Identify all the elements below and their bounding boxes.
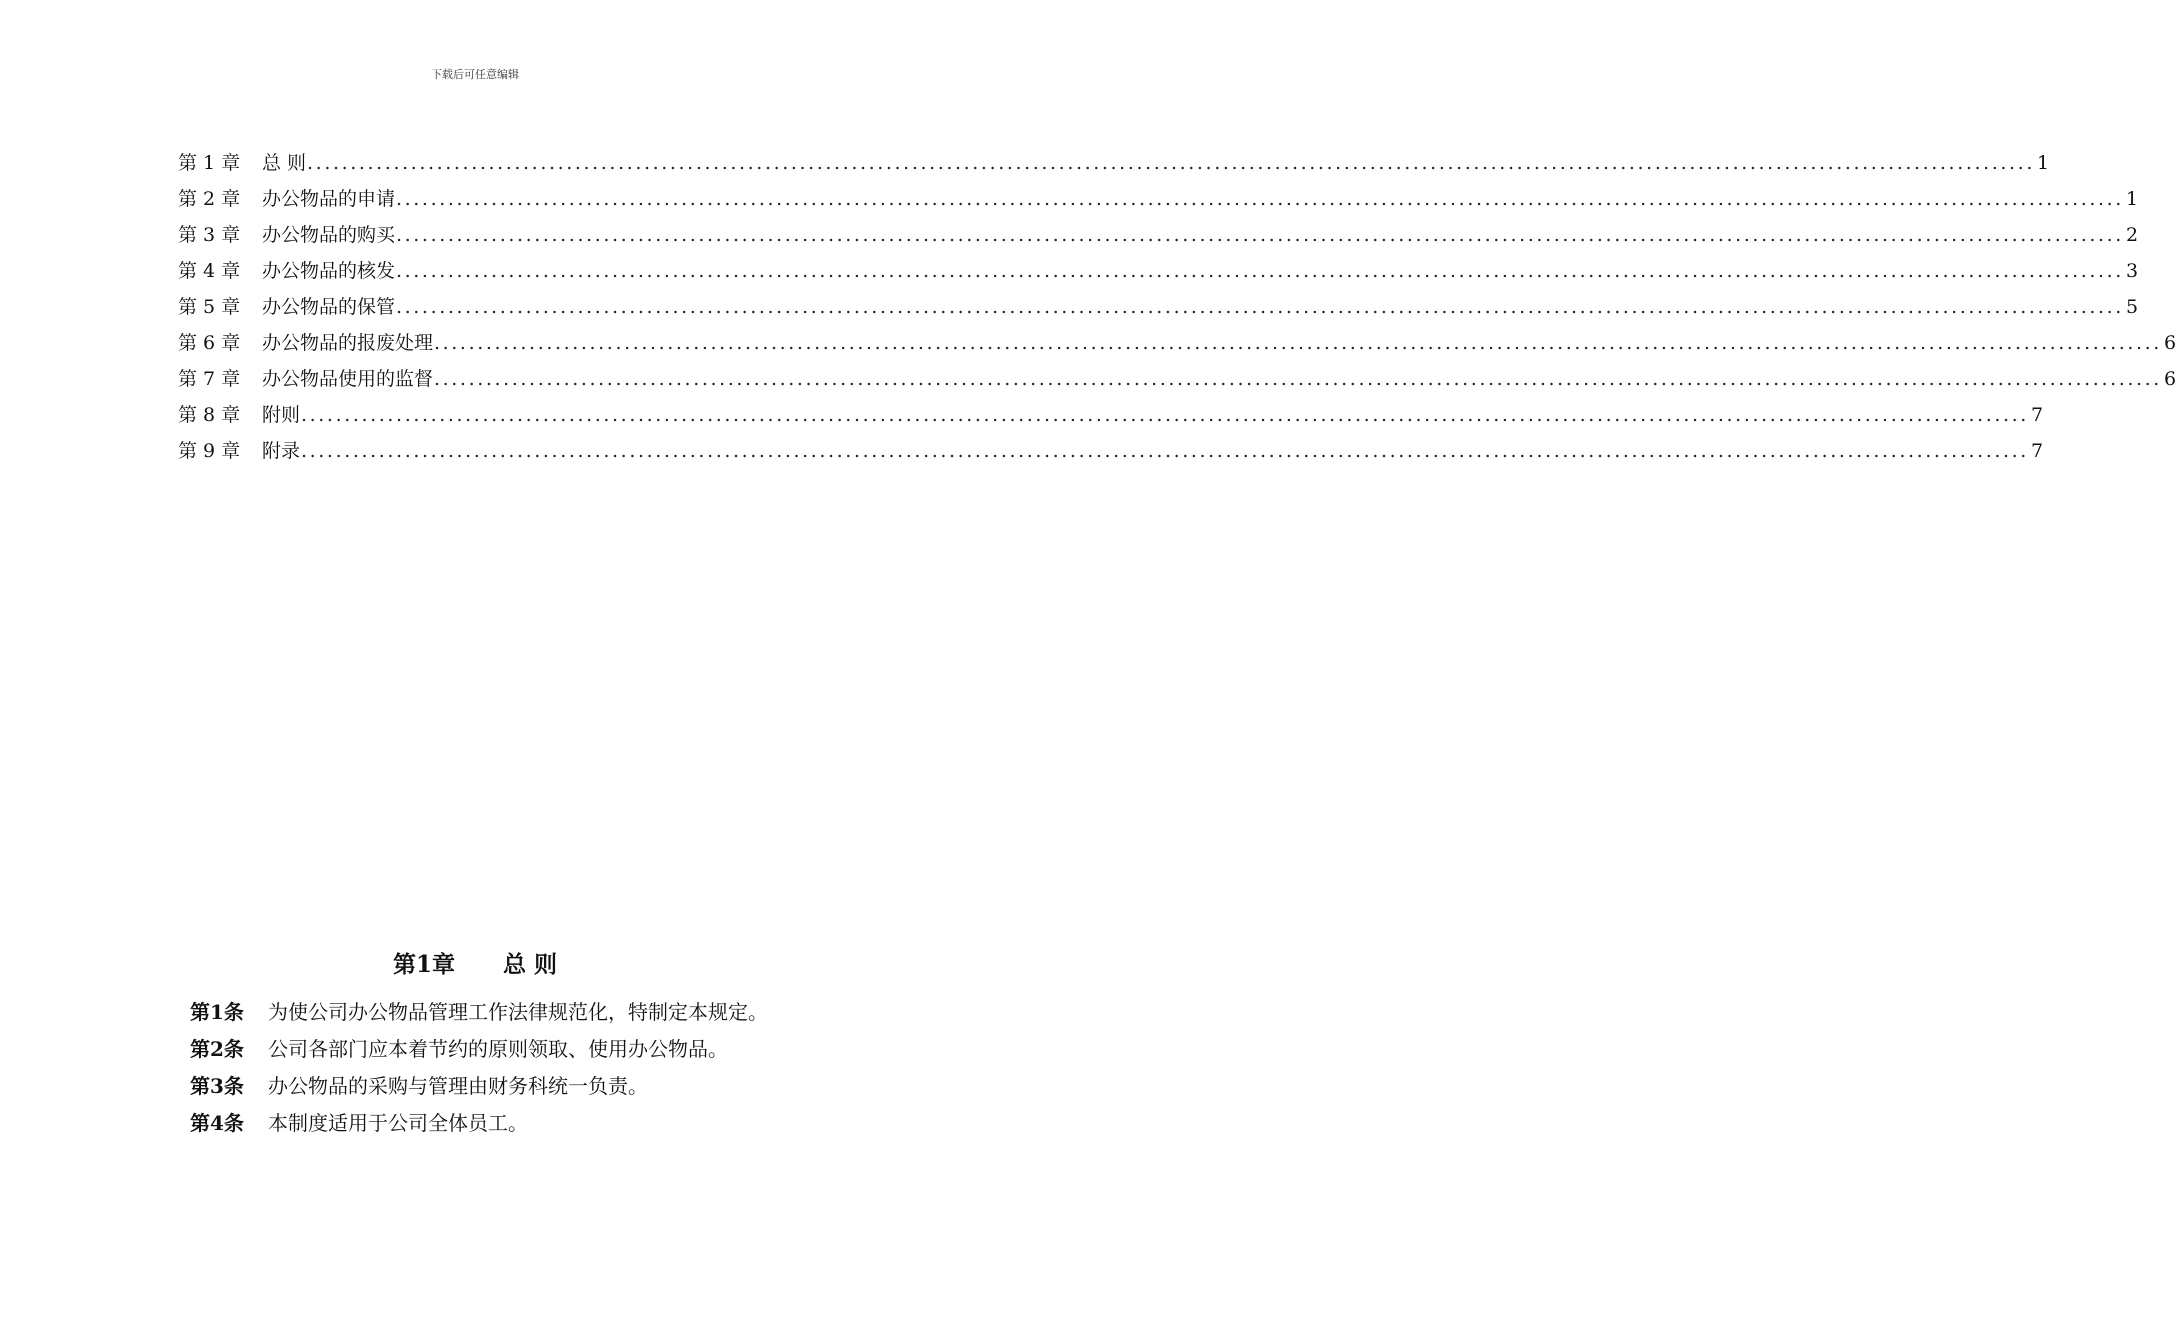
toc-chapter-number: 第 1 章 [178,152,241,174]
toc-entry[interactable] [178,436,2044,472]
toc-page-number: 3 [2125,260,2139,282]
article-number: 第4条 [190,1111,244,1135]
toc-chapter-number: 第 6 章 [178,332,241,354]
toc-chapter-title: 办公物品的保管 [262,296,396,318]
article-text: 办公物品的采购与管理由财务科统一负责。 [268,1074,648,1098]
toc-dot-leader: ........................................................................................................................................................................................................ [301,404,2029,426]
toc-entry[interactable] [178,364,2176,400]
article-number: 第3条 [190,1074,244,1098]
toc-chapter-number: 第 9 章 [178,440,241,462]
toc-chapter-title: 办公物品的报废处理 [262,332,434,354]
toc-dot-leader: ........................................................................................................................................................................................................ [307,152,2035,174]
chapter-heading: 第1章 总 则 [392,951,558,978]
article-item [190,1033,890,1070]
toc-chapter-number: 第 3 章 [178,224,241,246]
page-header-note: 下载后可任意编辑 [431,68,519,81]
article-item [190,1070,890,1107]
toc-chapter-title: 办公物品的购买 [262,224,396,246]
toc-dot-leader: ........................................................................................................................................................................................................ [396,224,2124,246]
toc-chapter-title: 总 则 [262,152,307,174]
toc-page-number: 1 [2125,188,2139,210]
toc-entry[interactable] [178,328,2176,364]
toc-dot-leader: ........................................................................................................................................................................................................ [301,440,2029,462]
toc-chapter-number: 第 5 章 [178,296,241,318]
toc-entry[interactable] [178,220,2139,256]
toc-page-number: 2 [2125,224,2139,246]
toc-chapter-title: 附录 [262,440,301,462]
toc-page-number: 7 [2030,404,2044,426]
toc-page-number: 5 [2125,296,2139,318]
article-item [190,1107,890,1144]
toc-page-number: 7 [2030,440,2044,462]
toc-entry[interactable] [178,400,2044,436]
toc-entry[interactable] [178,256,2139,292]
article-text: 公司各部门应本着节约的原则领取、使用办公物品。 [268,1037,728,1061]
toc-entry[interactable] [178,148,2050,184]
toc-chapter-number: 第 4 章 [178,260,241,282]
article-item [190,996,890,1033]
article-text: 为使公司办公物品管理工作法律规范化，特制定本规定。 [268,1000,768,1024]
toc-chapter-number: 第 7 章 [178,368,241,390]
toc-chapter-number: 第 8 章 [178,404,241,426]
toc-chapter-title: 附则 [262,404,301,426]
toc-dot-leader: ........................................................................................................................................................................................................ [396,188,2124,210]
toc-page-number: 6 [2163,368,2176,390]
article-number: 第1条 [190,1000,244,1024]
toc-chapter-title: 办公物品的核发 [262,260,396,282]
toc-page-number: 6 [2163,332,2176,354]
article-number: 第2条 [190,1037,244,1061]
toc-page-number: 1 [2036,152,2050,174]
toc-dot-leader: ........................................................................................................................................................................................................ [396,296,2124,318]
article-list [190,996,890,1144]
toc-entry[interactable] [178,184,2139,220]
toc-dot-leader: ........................................................................................................................................................................................................ [396,260,2124,282]
toc-chapter-title: 办公物品使用的监督 [262,368,434,390]
toc-chapter-title: 办公物品的申请 [262,188,396,210]
toc-entry[interactable] [178,292,2139,328]
table-of-contents [178,148,2176,472]
toc-chapter-number: 第 2 章 [178,188,241,210]
toc-dot-leader: ........................................................................................................................................................................................................ [434,368,2162,390]
toc-dot-leader: ........................................................................................................................................................................................................ [434,332,2162,354]
article-text: 本制度适用于公司全体员工。 [268,1111,528,1135]
